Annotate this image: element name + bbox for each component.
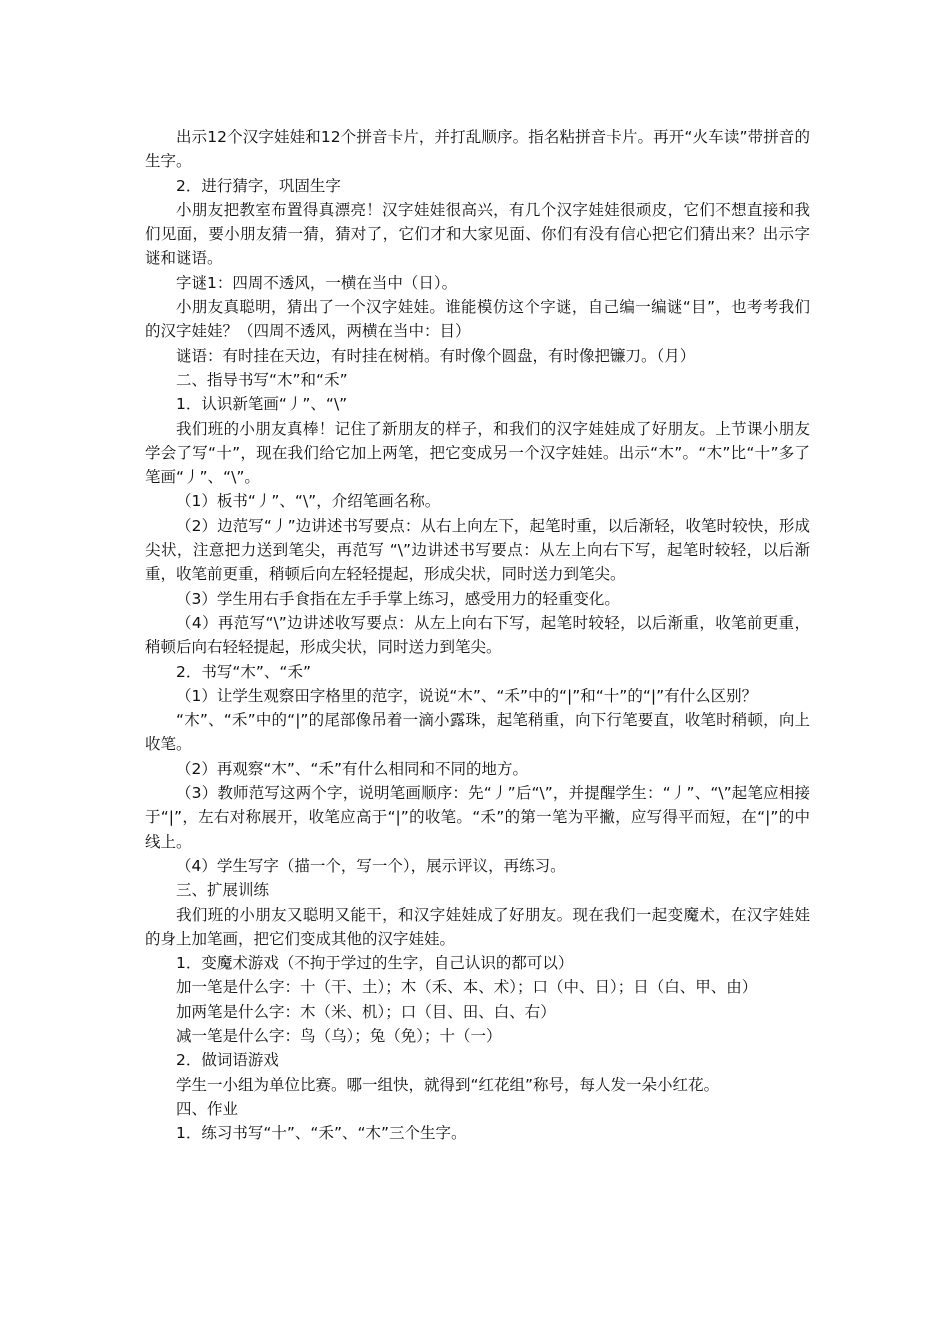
paragraph: （1）板书“丿”、“\”，介绍笔画名称。	[176, 492, 441, 511]
paragraph: “木”、“禾”中的“|”的尾部像吊着一滴小露珠，起笔稍重，向下行笔要直，收笔时稍顿，向上收笔。	[145, 711, 810, 754]
paragraph: （4）再范写“\”边讲述收写要点：从左上向右下写，起笔时较轻，以后渐重，收笔前更重，稍顿后向右轻轻提起，形成尖状，同时送力到笔尖。	[145, 613, 810, 657]
paragraph: 减一笔是什么字：鸟（乌）；兔（免）；十（一）	[176, 1026, 502, 1045]
paragraph: 字谜1：四周不透风，一横在当中（日）。	[176, 273, 458, 292]
paragraph: 我们班的小朋友又聪明又能干，和汉字娃娃成了好朋友。现在我们一起变魔术，在汉字娃娃的身上加笔画，把它们变成其他的汉字娃娃。	[145, 905, 810, 948]
document-body	[145, 125, 810, 1145]
paragraph: （3）教师范写这两个字，说明笔画顺序：先“丿”后“\”，并提醒学生：“丿”、“\”起笔应相接于“|”，左右对称展开，收笔应高于“|”的收笔。“禾”的第一笔为平撇，应写得平而短，在“|”的中线上。	[145, 784, 810, 851]
paragraph: （2）再观察“木”、“禾”有什么相同和不同的地方。	[176, 759, 528, 778]
paragraph: （2）边范写“丿”边讲述书写要点：从右上向左下，起笔时重，以后渐轻，收笔时较快，形成尖状，注意把力送到笔尖，再范写 “\”边讲述书写要点：从左上向右下写，起笔时较轻，以后渐重，收笔前更重，稍顿后向左轻轻提起，形成尖状，同时送力到笔尖。	[145, 516, 810, 584]
section-heading: 1．认识新笔画“丿”、“\”	[176, 395, 348, 414]
section-heading: 2．书写“木”、“禾”	[176, 662, 311, 681]
section-heading: 二、指导书写“木”和“禾”	[176, 370, 348, 389]
section-heading: 四、作业	[176, 1099, 239, 1118]
paragraph: 我们班的小朋友真棒！记住了新朋友的样子，和我们的汉字娃娃成了好朋友。上节课小朋友学会了写“十”，现在我们给它加上两笔，把它变成另一个汉字娃娃。出示“木”。“木”比“十”多了笔画“丿”、“\”。	[145, 419, 810, 487]
section-heading: 三、扩展训练	[176, 881, 270, 900]
paragraph: （3）学生用右手食指在左手手掌上练习，感受用力的轻重变化。	[176, 589, 620, 608]
section-heading: 1．变魔术游戏（不拘于学过的生字，自己认识的都可以）	[176, 954, 574, 973]
section-heading: 2．做词语游戏	[176, 1051, 279, 1070]
paragraph: 加两笔是什么字：木（米、机）；口（目、田、白、右）	[176, 1002, 556, 1021]
paragraph: 谜语：有时挂在天边，有时挂在树梢。有时像个圆盘，有时像把镰刀。（月）	[176, 346, 696, 365]
paragraph: 1．练习书写“十”、“禾”、“木”三个生字。	[176, 1124, 467, 1143]
paragraph: 小朋友真聪明，猜出了一个汉字娃娃。谁能模仿这个字谜，自己编一编谜“目”，也考考我们的汉字娃娃？（四周不透风，两横在当中：目）	[145, 298, 810, 341]
paragraph: 出示12个汉字娃娃和12个拼音卡片，并打乱顺序。指名粘拼音卡片。再开“火车读”带拼音的生字。	[145, 128, 810, 171]
paragraph: 学生一小组为单位比赛。哪一组快，就得到“红花组”称号，每人发一朵小红花。	[176, 1075, 720, 1094]
paragraph: （4）学生写字（描一个，写一个），展示评议，再练习。	[176, 856, 566, 875]
paragraph: （1）让学生观察田字格里的范字，说说“木”、“禾”中的“|”和“十”的“|”有什么区别？	[176, 686, 758, 705]
paragraph: 小朋友把教室布置得真漂亮！汉字娃娃很高兴，有几个汉字娃娃很顽皮，它们不想直接和我们见面，要小朋友猜一猜，猜对了，它们才和大家见面、你们有没有信心把它们猜出来？出示字谜和谜语。	[145, 200, 810, 268]
paragraph: 加一笔是什么字：十（干、土）；木（禾、本、术）；口（中、日）；日（白、甲、由）	[176, 978, 758, 997]
section-heading: 2．进行猜字，巩固生字	[176, 176, 341, 195]
